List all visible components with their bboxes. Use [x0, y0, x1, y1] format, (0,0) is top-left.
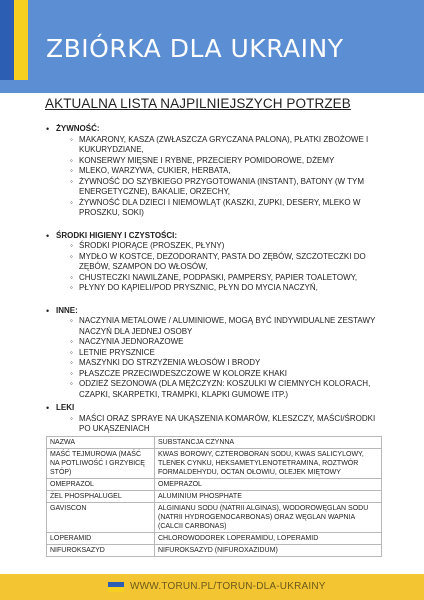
- category-food: [46, 124, 386, 219]
- category-hygiene: [46, 231, 386, 294]
- list-item: ◦ NACZYNIA JEDNORAZOWE: [70, 337, 386, 348]
- table-row: [47, 545, 382, 557]
- table-cell: NIFUROKSAZYD: [47, 545, 155, 557]
- table-row: [47, 491, 382, 503]
- flag-yellow-stripe: [14, 0, 28, 80]
- table-row: [47, 533, 382, 545]
- list-item: ◦ MAŚCI ORAZ SPRAYE NA UKĄSZENIA KOMARÓW, KLESZCZY, MAŚCI/ŚRODKI PO UKĄSZENIACH: [70, 414, 386, 435]
- list-item: ◦ ŚRODKI PIORĄCE (PROSZEK, PŁYNY): [70, 241, 386, 252]
- list-item: ◦ MYDŁO W KOSTCE, DEZODORANTY, PASTA DO ZĘBÓW, SZCZOTECZKI DO ZĘBÓW, SZAMPON DO WŁOSÓW,: [70, 252, 386, 273]
- table-cell: ALUMINIUM PHOSPHATE: [155, 491, 382, 503]
- list-item: ◦ LETNIE PRYSZNICE: [70, 348, 386, 359]
- medicines-table: [46, 436, 382, 557]
- list-item: ◦ PŁASZCZE PRZECIWDESZCZOWE W KOLORZE KHAKI: [70, 369, 386, 380]
- item-list: [56, 316, 386, 400]
- ukraine-flag-icon: [108, 582, 124, 592]
- list-item: ◦ ODZIEŻ SEZONOWA (DLA MĘŻCZYZN: KOSZULKI W CIEMNYCH KOLORACH, CZAPKI, SKARPETKI, TRAMPKI, KLAPKI GUMOWE ITP.): [70, 379, 386, 400]
- list-item: ◦ MLEKO, WARZYWA, CUKIER, HERBATA,: [70, 166, 386, 177]
- category-title: • INNE:: [56, 305, 78, 315]
- table-row: [47, 503, 382, 533]
- table-cell: MAŚĆ TEJMUROWA (MAŚĆ NA POTLIWOŚĆ I GRZYBICĘ STÓP): [47, 449, 155, 479]
- table-cell: ALGINIANU SODU (NATRII ALGINAS), WODOROWĘGLAN SODU (NATRII HYDROGENOCARBONAS) ORAZ WĘGLAN WAPNIA (CALCII CARBONAS): [155, 503, 382, 533]
- table-row: [47, 449, 382, 479]
- table-cell: KWAS BOROWY, CZTEROBORAN SODU, KWAS SALICYLOWY, TLENEK CYNKU, HEKSAMETYLENOTETRAMINA, ROZTWÓR FORMALDEHYDU, OCTAN OŁOWIU, OLEJEK MIĘTOWY: [155, 449, 382, 479]
- item-list: [56, 135, 386, 219]
- list-item: ◦ KONSERWY MIĘSNE I RYBNE, PRZECIERY POMIDOROWE, DŻEMY: [70, 156, 386, 167]
- footer-band: [0, 574, 424, 600]
- medicines-table-wrap: [46, 436, 382, 557]
- list-item: ◦ MASZYNKI DO STRZYŻENIA WŁOSÓW I BRODY: [70, 358, 386, 369]
- item-list: [56, 241, 386, 294]
- list-item: ◦ CHUSTECZKI NAWILŻANE, PODPASKI, PAMPERSY, PAPIER TOALETOWY,: [70, 273, 386, 284]
- list-item: ◦ NACZYNIA METALOWE / ALUMINIOWE, MOGĄ BYĆ INDYWIDUALNE ZESTAWY NACZYŃ DLA JEDNEJ OSOBY: [70, 316, 386, 337]
- list-item: ◦ MAKARONY, KASZA (ZWŁASZCZA GRYCZANA PALONA), PŁATKI ZBOŻOWE I KUKURYDZIANE,: [70, 135, 386, 156]
- page-title: ZBIÓRKA DLA UKRAINY: [46, 34, 344, 63]
- table-cell: OMEPRAZOL: [155, 479, 382, 491]
- table-header-row: [47, 437, 382, 449]
- list-item: ◦ ŻYWNOŚĆ DO SZYBKIEGO PRZYGOTOWANIA (INSTANT), BATONY (W TYM ENERGETYCZNE), BAKALIE, ORZECHY,: [70, 177, 386, 198]
- category-other: [46, 306, 386, 401]
- table-cell: ŻEL PHOSPHALUGEL: [47, 491, 155, 503]
- flag-blue-stripe: [0, 0, 14, 80]
- table-cell: NIFUROKSAZYD (NIFUROXAZIDUM): [155, 545, 382, 557]
- flag-yellow-stripe: [108, 587, 124, 592]
- table-cell: OMEPRAZOL: [47, 479, 155, 491]
- ukraine-flag-icon: [0, 0, 28, 80]
- needs-list: [46, 124, 386, 435]
- table-cell: CHLOROWODOREK LOPERAMIDU, LOPERAMID: [155, 533, 382, 545]
- list-item: ◦ PŁYNY DO KĄPIELI/POD PRYSZNIC, PŁYN DO MYCIA NACZYŃ,: [70, 283, 386, 294]
- category-medicines: [46, 403, 386, 435]
- item-list: [56, 414, 386, 435]
- column-header-name: NAZWA: [47, 437, 155, 449]
- category-title: • ŚRODKI HIGIENY I CZYSTOŚCI:: [56, 230, 178, 240]
- category-title: • LEKI: [56, 403, 75, 412]
- list-item: ◦ ŻYWNOŚĆ DLA DZIECI I NIEMOWLĄT (KASZKI, ZUPKI, DESERY, MLEKO W PROSZKU, SOKI): [70, 198, 386, 219]
- table-cell: LOPERAMID: [47, 533, 155, 545]
- column-header-substance: SUBSTANCJA CZYNNA: [155, 437, 382, 449]
- category-title: • ŻYWNOŚĆ:: [56, 124, 100, 133]
- header-banner: [0, 0, 424, 93]
- footer-link[interactable]: WWW.TORUN.PL/TORUN-DLA-UKRAINY: [130, 581, 326, 592]
- table-row: [47, 479, 382, 491]
- table-cell: GAVISCON: [47, 503, 155, 533]
- list-subtitle: AKTUALNA LISTA NAJPILNIEJSZYCH POTRZEB: [45, 96, 351, 111]
